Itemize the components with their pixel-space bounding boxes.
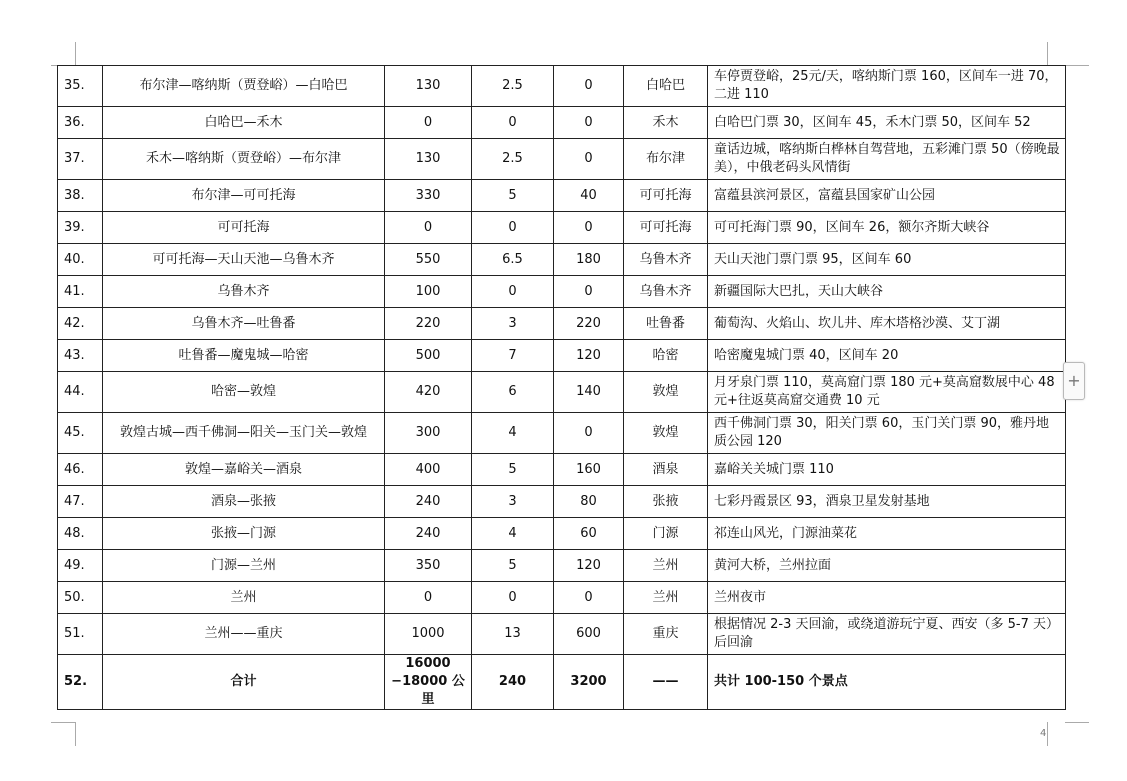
distance-cell: 0 bbox=[385, 107, 472, 139]
note-cell: 祁连山风光，门源油菜花 bbox=[708, 518, 1066, 550]
route-cell: 可可托海—天山天池—乌鲁木齐 bbox=[103, 244, 385, 276]
route-cell: 兰州——重庆 bbox=[103, 614, 385, 655]
note-cell: 童话边城，喀纳斯白桦林自驾营地，五彩滩门票 50（傍晚最美），中俄老码头风情街 bbox=[708, 139, 1066, 180]
row-number: 44. bbox=[58, 372, 103, 413]
note-cell: 天山天池门票门票 95，区间车 60 bbox=[708, 244, 1066, 276]
stay-cell: 兰州 bbox=[624, 582, 708, 614]
table-body bbox=[58, 66, 1066, 655]
stay-cell: 哈密 bbox=[624, 340, 708, 372]
table-row bbox=[58, 308, 1066, 340]
route-cell: 哈密—敦煌 bbox=[103, 372, 385, 413]
note-cell: 富蕴县滨河景区，富蕴县国家矿山公园 bbox=[708, 180, 1066, 212]
distance-cell: 130 bbox=[385, 139, 472, 180]
hours-cell: 3 bbox=[472, 308, 554, 340]
table-row bbox=[58, 518, 1066, 550]
stay-cell: 重庆 bbox=[624, 614, 708, 655]
distance-cell: 1000 bbox=[385, 614, 472, 655]
table-row bbox=[58, 582, 1066, 614]
stay-cell: 白哈巴 bbox=[624, 66, 708, 107]
itinerary-table bbox=[57, 65, 1066, 710]
row-number: 47. bbox=[58, 486, 103, 518]
distance-cell: 130 bbox=[385, 66, 472, 107]
total-distance: 16000 −18000 公里 bbox=[385, 655, 472, 710]
route-cell: 白哈巴—禾木 bbox=[103, 107, 385, 139]
cost-cell: 0 bbox=[554, 413, 624, 454]
crop-mark-bottom-left-h bbox=[51, 722, 75, 723]
total-no: 52. bbox=[58, 655, 103, 710]
stay-cell: 酒泉 bbox=[624, 454, 708, 486]
row-number: 43. bbox=[58, 340, 103, 372]
stay-cell: 敦煌 bbox=[624, 413, 708, 454]
note-cell: 可可托海门票 90，区间车 26，额尔齐斯大峡谷 bbox=[708, 212, 1066, 244]
note-cell: 车停贾登峪，25元/天，喀纳斯门票 160，区间车一进 70，二进 110 bbox=[708, 66, 1066, 107]
note-cell: 新疆国际大巴扎，天山大峡谷 bbox=[708, 276, 1066, 308]
table-row bbox=[58, 372, 1066, 413]
route-cell: 布尔津—可可托海 bbox=[103, 180, 385, 212]
total-note: 共计 100-150 个景点 bbox=[708, 655, 1066, 710]
stay-cell: 乌鲁木齐 bbox=[624, 276, 708, 308]
cost-cell: 160 bbox=[554, 454, 624, 486]
hours-cell: 7 bbox=[472, 340, 554, 372]
total-hours: 240 bbox=[472, 655, 554, 710]
row-number: 46. bbox=[58, 454, 103, 486]
cost-cell: 0 bbox=[554, 66, 624, 107]
table-row bbox=[58, 340, 1066, 372]
row-number: 41. bbox=[58, 276, 103, 308]
note-cell: 嘉峪关关城门票 110 bbox=[708, 454, 1066, 486]
hours-cell: 0 bbox=[472, 582, 554, 614]
row-number: 50. bbox=[58, 582, 103, 614]
crop-mark-top-right-h bbox=[1065, 65, 1089, 66]
row-number: 49. bbox=[58, 550, 103, 582]
route-cell: 禾木—喀纳斯（贾登峪）—布尔津 bbox=[103, 139, 385, 180]
page-number: 4 bbox=[1040, 728, 1047, 739]
stay-cell: 张掖 bbox=[624, 486, 708, 518]
crop-mark-bottom-right-h bbox=[1065, 722, 1089, 723]
total-cost: 3200 bbox=[554, 655, 624, 710]
distance-cell: 300 bbox=[385, 413, 472, 454]
cost-cell: 60 bbox=[554, 518, 624, 550]
total-row bbox=[58, 655, 1066, 710]
note-cell: 月牙泉门票 110，莫高窟门票 180 元+莫高窟数展中心 48 元+往返莫高窟交通费 10 元 bbox=[708, 372, 1066, 413]
table-total bbox=[58, 655, 1066, 710]
cost-cell: 0 bbox=[554, 276, 624, 308]
crop-mark-bottom-right bbox=[1047, 722, 1048, 746]
crop-mark-top-left bbox=[75, 42, 76, 66]
route-cell: 酒泉—张掖 bbox=[103, 486, 385, 518]
hours-cell: 4 bbox=[472, 518, 554, 550]
distance-cell: 330 bbox=[385, 180, 472, 212]
table-row bbox=[58, 66, 1066, 107]
row-number: 39. bbox=[58, 212, 103, 244]
stay-cell: 可可托海 bbox=[624, 212, 708, 244]
hours-cell: 13 bbox=[472, 614, 554, 655]
distance-cell: 100 bbox=[385, 276, 472, 308]
row-number: 48. bbox=[58, 518, 103, 550]
stay-cell: 门源 bbox=[624, 518, 708, 550]
table-row bbox=[58, 276, 1066, 308]
row-number: 37. bbox=[58, 139, 103, 180]
cost-cell: 180 bbox=[554, 244, 624, 276]
route-cell: 敦煌—嘉峪关—酒泉 bbox=[103, 454, 385, 486]
hours-cell: 5 bbox=[472, 180, 554, 212]
table-row bbox=[58, 212, 1066, 244]
hours-cell: 2.5 bbox=[472, 139, 554, 180]
row-number: 51. bbox=[58, 614, 103, 655]
cost-cell: 220 bbox=[554, 308, 624, 340]
row-number: 45. bbox=[58, 413, 103, 454]
stay-cell: 吐鲁番 bbox=[624, 308, 708, 340]
table-row bbox=[58, 413, 1066, 454]
hours-cell: 0 bbox=[472, 212, 554, 244]
row-number: 35. bbox=[58, 66, 103, 107]
cost-cell: 0 bbox=[554, 107, 624, 139]
note-cell: 白哈巴门票 30，区间车 45，禾木门票 50，区间车 52 bbox=[708, 107, 1066, 139]
route-cell: 可可托海 bbox=[103, 212, 385, 244]
route-cell: 吐鲁番—魔鬼城—哈密 bbox=[103, 340, 385, 372]
cost-cell: 140 bbox=[554, 372, 624, 413]
cost-cell: 80 bbox=[554, 486, 624, 518]
hours-cell: 5 bbox=[472, 454, 554, 486]
route-cell: 兰州 bbox=[103, 582, 385, 614]
distance-cell: 220 bbox=[385, 308, 472, 340]
note-cell: 西千佛洞门票 30，阳关门票 60，玉门关门票 90，雅丹地质公园 120 bbox=[708, 413, 1066, 454]
table-row bbox=[58, 139, 1066, 180]
route-cell: 张掖—门源 bbox=[103, 518, 385, 550]
add-button[interactable]: + bbox=[1063, 362, 1085, 400]
distance-cell: 400 bbox=[385, 454, 472, 486]
route-cell: 乌鲁木齐 bbox=[103, 276, 385, 308]
distance-cell: 0 bbox=[385, 582, 472, 614]
distance-cell: 350 bbox=[385, 550, 472, 582]
table-row bbox=[58, 244, 1066, 276]
note-cell: 哈密魔鬼城门票 40，区间车 20 bbox=[708, 340, 1066, 372]
distance-cell: 550 bbox=[385, 244, 472, 276]
cost-cell: 0 bbox=[554, 139, 624, 180]
stay-cell: 敦煌 bbox=[624, 372, 708, 413]
crop-mark-top-right bbox=[1047, 42, 1048, 66]
hours-cell: 6 bbox=[472, 372, 554, 413]
hours-cell: 4 bbox=[472, 413, 554, 454]
crop-mark-bottom-left bbox=[75, 722, 76, 746]
note-cell: 七彩丹霞景区 93，酒泉卫星发射基地 bbox=[708, 486, 1066, 518]
distance-cell: 240 bbox=[385, 518, 472, 550]
note-cell: 根据情况 2-3 天回渝，或绕道游玩宁夏、西安（多 5-7 天）后回渝 bbox=[708, 614, 1066, 655]
row-number: 42. bbox=[58, 308, 103, 340]
note-cell: 兰州夜市 bbox=[708, 582, 1066, 614]
cost-cell: 40 bbox=[554, 180, 624, 212]
cost-cell: 0 bbox=[554, 582, 624, 614]
hours-cell: 0 bbox=[472, 276, 554, 308]
cost-cell: 120 bbox=[554, 340, 624, 372]
distance-cell: 240 bbox=[385, 486, 472, 518]
note-cell: 葡萄沟、火焰山、坎儿井、库木塔格沙漠、艾丁湖 bbox=[708, 308, 1066, 340]
row-number: 40. bbox=[58, 244, 103, 276]
cost-cell: 600 bbox=[554, 614, 624, 655]
stay-cell: 布尔津 bbox=[624, 139, 708, 180]
total-route: 合计 bbox=[103, 655, 385, 710]
distance-cell: 500 bbox=[385, 340, 472, 372]
hours-cell: 6.5 bbox=[472, 244, 554, 276]
row-number: 38. bbox=[58, 180, 103, 212]
total-stay: —— bbox=[624, 655, 708, 710]
stay-cell: 可可托海 bbox=[624, 180, 708, 212]
stay-cell: 禾木 bbox=[624, 107, 708, 139]
table-row bbox=[58, 454, 1066, 486]
hours-cell: 2.5 bbox=[472, 66, 554, 107]
cost-cell: 120 bbox=[554, 550, 624, 582]
table-row bbox=[58, 550, 1066, 582]
route-cell: 门源—兰州 bbox=[103, 550, 385, 582]
note-cell: 黄河大桥，兰州拉面 bbox=[708, 550, 1066, 582]
distance-cell: 0 bbox=[385, 212, 472, 244]
hours-cell: 5 bbox=[472, 550, 554, 582]
distance-cell: 420 bbox=[385, 372, 472, 413]
hours-cell: 3 bbox=[472, 486, 554, 518]
route-cell: 乌鲁木齐—吐鲁番 bbox=[103, 308, 385, 340]
stay-cell: 乌鲁木齐 bbox=[624, 244, 708, 276]
table-row bbox=[58, 107, 1066, 139]
route-cell: 敦煌古城—西千佛洞—阳关—玉门关—敦煌 bbox=[103, 413, 385, 454]
table-row bbox=[58, 486, 1066, 518]
row-number: 36. bbox=[58, 107, 103, 139]
table-row bbox=[58, 614, 1066, 655]
stay-cell: 兰州 bbox=[624, 550, 708, 582]
cost-cell: 0 bbox=[554, 212, 624, 244]
hours-cell: 0 bbox=[472, 107, 554, 139]
route-cell: 布尔津—喀纳斯（贾登峪）—白哈巴 bbox=[103, 66, 385, 107]
table-row bbox=[58, 180, 1066, 212]
